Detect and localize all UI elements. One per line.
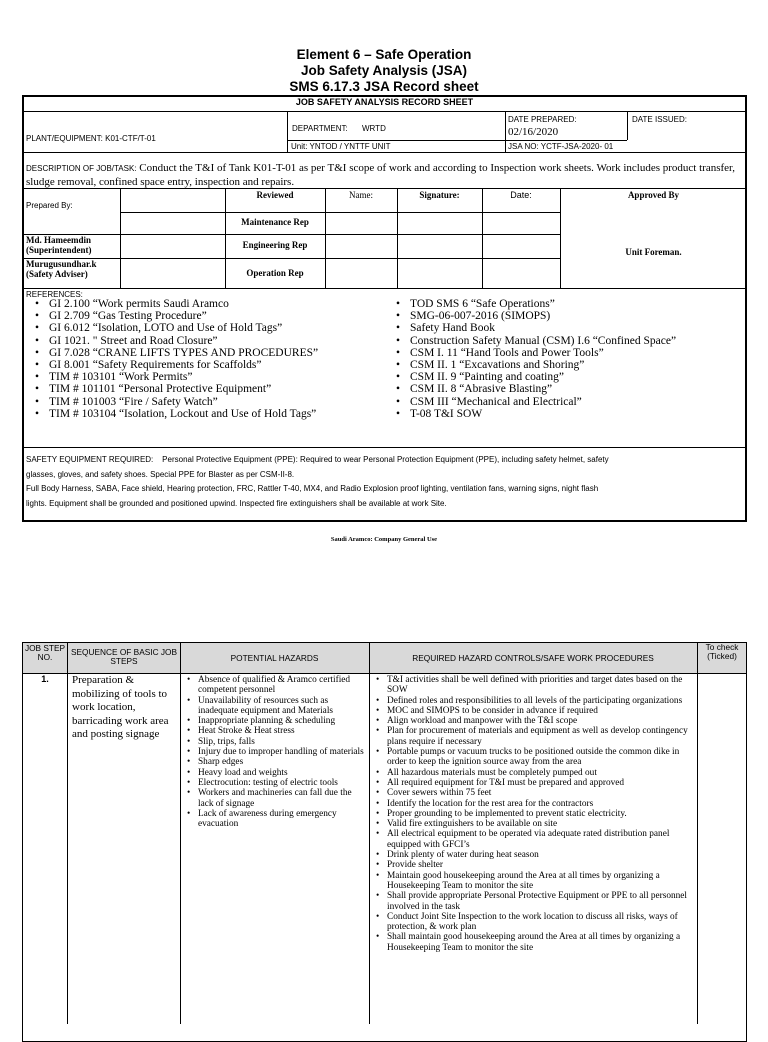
reference-item: • CSM III “Mechanical and Electrical” bbox=[392, 396, 676, 408]
reference-item: • GI 2.709 “Gas Testing Procedure” bbox=[31, 310, 318, 322]
reference-item: • Construction Safety Manual (CSM) I.6 “Confined Space” bbox=[392, 335, 676, 347]
reference-item: • TIM # 103101 “Work Permits” bbox=[31, 371, 318, 383]
approver-name: Unit Foreman. bbox=[625, 247, 682, 257]
divider bbox=[325, 188, 326, 288]
control-item: • T&I activities shall be well defined with priorities and target dates based on the SOW bbox=[373, 675, 695, 696]
divider bbox=[67, 642, 68, 1024]
header-line-1: Element 6 – Safe Operation bbox=[296, 47, 472, 62]
hazard-item: • Sharp edges bbox=[184, 757, 367, 767]
sheet-title: JOB SAFETY ANALYSIS RECORD SHEET bbox=[295, 97, 474, 107]
reference-item: • CSM II. 1 “Excavations and Shoring” bbox=[392, 359, 676, 371]
controls-list bbox=[373, 675, 695, 953]
check-cell bbox=[698, 674, 746, 1024]
reference-item: • TIM # 103104 “Isolation, Lockout and Use of Hold Tags” bbox=[31, 408, 318, 420]
control-item: • Plan for procurement of materials and equipment as well as develop contingency plans require if necessary bbox=[373, 726, 695, 747]
divider bbox=[482, 188, 483, 288]
divider bbox=[22, 234, 560, 235]
date-prepared-value: 02/16/2020 bbox=[508, 126, 559, 138]
reference-item: • CSM II. 9 “Painting and coating” bbox=[392, 371, 676, 383]
header-line-3: SMS 6.17.3 JSA Record sheet bbox=[289, 79, 479, 94]
divider bbox=[22, 288, 747, 289]
control-item: • Valid fire extinguishers to be available on site bbox=[373, 819, 695, 829]
divider bbox=[560, 188, 561, 288]
control-item: • All electrical equipment to be operated via adequate rated distribution panel equipped with GFCI’s bbox=[373, 829, 695, 850]
hazard-item: • Inappropriate planning & scheduling bbox=[184, 716, 367, 726]
hazard-item: • Unavailability of resources such as inadequate equipment and Materials bbox=[184, 696, 367, 717]
hazard-item: • Heat Stroke & Heat stress bbox=[184, 726, 367, 736]
reference-item: • SMG-06-007-2016 (SIMOPS) bbox=[392, 310, 676, 322]
description-label: DESCRIPTION OF JOB/TASK: bbox=[26, 164, 137, 173]
reference-item: • TIM # 101003 “Fire / Safety Watch” bbox=[31, 396, 318, 408]
divider bbox=[180, 642, 181, 1024]
control-item: • Cover sewers within 75 feet bbox=[373, 788, 695, 798]
hazard-item: • Injury due to improper handling of materials bbox=[184, 747, 367, 757]
hazard-item: • Electrocution: testing of electric tools bbox=[184, 778, 367, 788]
control-item: • Align workload and manpower with the T&I scope bbox=[373, 716, 695, 726]
divider bbox=[120, 188, 121, 288]
step-description: Preparation & mobilizing of tools to work location, barricading work area and posting signage bbox=[72, 674, 169, 740]
maintenance-rep: Maintenance Rep bbox=[241, 217, 309, 227]
hazard-item: • Lack of awareness during emergency evacuation bbox=[184, 809, 367, 830]
divider bbox=[369, 642, 370, 1024]
reference-item: • GI 1021. " Street and Road Closure” bbox=[31, 335, 318, 347]
name-header: Name: bbox=[349, 190, 373, 200]
control-item: • Identify the location for the rest area for the contractors bbox=[373, 799, 695, 809]
step-number: 1. bbox=[41, 674, 49, 684]
signature-header: Signature: bbox=[419, 190, 460, 200]
unit-label: Unit: YNTOD / YNTTF UNIT bbox=[291, 142, 391, 151]
date-prepared-label: DATE PREPARED: bbox=[508, 115, 577, 124]
hazard-item: • Slip, trips, falls bbox=[184, 737, 367, 747]
safety-equipment-line: Full Body Harness, SABA, Face shield, Hearing protection, FRC, Rattler T-40, MX4, and Radio Explosion proof lighting, ventilation fans, warning signs, night flash bbox=[26, 484, 599, 493]
hazard-item: • Absence of qualified & Aramco certified competent personnel bbox=[184, 675, 367, 696]
control-item: • Conduct Joint Site Inspection to the work location to discuss all risks, ways of protection, & work plan bbox=[373, 912, 695, 933]
control-item: • Portable pumps or vacuum trucks to be positioned outside the common dike in order to keep the ignition source away from the area bbox=[373, 747, 695, 768]
divider bbox=[505, 111, 506, 152]
divider bbox=[22, 111, 747, 112]
divider bbox=[22, 447, 747, 448]
department-label: DEPARTMENT: bbox=[292, 124, 348, 133]
divider bbox=[397, 188, 398, 288]
safety-equipment-line: SAFETY EQUIPMENT REQUIRED: Personal Protective Equipment (PPE): Required to wear Personal Protection Equipment (PPE), including safety helmet, safety bbox=[26, 455, 609, 464]
hazard-item: • Workers and machineries can fall due the lack of signage bbox=[184, 788, 367, 809]
control-item: • All hazardous materials must be completely pumped out bbox=[373, 768, 695, 778]
reference-item: • GI 2.100 “Work permits Saudi Aramco bbox=[31, 298, 318, 310]
plant-equipment: PLANT/EQUIPMENT: K01-CTF/T-01 bbox=[26, 134, 156, 143]
jsa-number: JSA NO: YCTF-JSA-2020- 01 bbox=[508, 142, 614, 151]
header-line-2: Job Safety Analysis (JSA) bbox=[300, 63, 468, 78]
control-item: • Provide shelter bbox=[373, 860, 695, 870]
safety-equipment-line: glasses, gloves, and safety shoes. Special PPE for Blaster as per CSM-II-8. bbox=[26, 469, 295, 479]
reference-item: • CSM II. 8 “Abrasive Blasting” bbox=[392, 383, 676, 395]
col-header-step-no: JOB STEP NO. bbox=[24, 643, 66, 662]
divider bbox=[505, 140, 627, 141]
references-left-list bbox=[31, 298, 318, 420]
superintendent-name: Md. Hameemdin (Superintendent) bbox=[26, 235, 92, 255]
divider bbox=[120, 212, 560, 213]
divider bbox=[287, 140, 505, 141]
safety-equipment-label: SAFETY EQUIPMENT REQUIRED: bbox=[26, 455, 154, 464]
approved-by-header: Approved By bbox=[627, 190, 680, 200]
control-item: • Defined roles and responsibilities to all levels of the participating organizations bbox=[373, 696, 695, 706]
engineering-rep: Engineering Rep bbox=[242, 240, 308, 250]
divider bbox=[287, 111, 288, 152]
divider bbox=[22, 152, 747, 153]
operation-rep: Operation Rep bbox=[246, 268, 304, 278]
prepared-by-label: Prepared By: bbox=[26, 201, 73, 210]
hazards-list bbox=[184, 675, 367, 829]
safety-adviser-name: Murugusundhar.k (Safety Adviser) bbox=[26, 259, 97, 279]
reference-item: • CSM I. 11 “Hand Tools and Power Tools” bbox=[392, 347, 676, 359]
control-item: • MOC and SIMOPS to be consider in advance if required bbox=[373, 706, 695, 716]
hazard-item: • Heavy load and weights bbox=[184, 768, 367, 778]
description-text: Conduct the T&I of Tank K01-T-01 as per T&I scope of work and according to Inspection work sheets. Work includes product transfer, sludge removal, confined space entry, inspection and repairs. bbox=[26, 162, 736, 188]
col-header-controls: REQUIRED HAZARD CONTROLS/SAFE WORK PROCEDURES bbox=[412, 653, 654, 663]
safety-equipment-line: lights. Equipment shall be grounded and positioned upwind. Inspected fire extinguishers shall be available at work Site. bbox=[26, 498, 447, 508]
reference-item: • GI 8.001 “Safety Requirements for Scaffolds” bbox=[31, 359, 318, 371]
classification-footer: Saudi Aramco: Company General Use bbox=[330, 536, 438, 543]
reference-item: • TIM # 101101 “Personal Protective Equipment” bbox=[31, 383, 318, 395]
divider bbox=[627, 111, 628, 140]
job-description bbox=[26, 162, 738, 188]
col-header-sequence: SEQUENCE OF BASIC JOB STEPS bbox=[70, 647, 178, 666]
date-header: Date: bbox=[510, 190, 532, 200]
reference-item: • T-08 T&I SOW bbox=[392, 408, 676, 420]
reference-item: • TOD SMS 6 “Safe Operations” bbox=[392, 298, 676, 310]
control-item: • All required equipment for T&I must be prepared and approved bbox=[373, 778, 695, 788]
references-label: REFERENCES: bbox=[26, 290, 83, 299]
department-value: WRTD bbox=[362, 124, 386, 133]
reference-item: • GI 6.012 “Isolation, LOTO and Use of Hold Tags” bbox=[31, 322, 318, 334]
control-item: • Proper grounding to be implemented to prevent static electricity. bbox=[373, 809, 695, 819]
divider bbox=[22, 188, 747, 189]
safety-equipment bbox=[26, 453, 744, 511]
control-item: • Shall maintain good housekeeping around the Area at all times by organizing a Housekeeping Team to monitor the site bbox=[373, 932, 695, 953]
reference-item: • GI 7.028 “CRANE LIFTS TYPES AND PROCEDURES” bbox=[31, 347, 318, 359]
col-header-hazards: POTENTIAL HAZARDS bbox=[230, 653, 319, 663]
divider bbox=[22, 258, 560, 259]
reviewed-header: Reviewed bbox=[256, 190, 294, 200]
date-issued-label: DATE ISSUED: bbox=[632, 115, 687, 124]
references-right-list bbox=[392, 298, 676, 420]
control-item: • Maintain good housekeeping around the Area at all times by organizing a Housekeeping Team to monitor the site bbox=[373, 871, 695, 892]
col-header-check: To check (Ticked) bbox=[705, 642, 739, 661]
control-item: • Shall provide appropriate Personal Protective Equipment or PPE to all personnel involved in the task bbox=[373, 891, 695, 912]
reference-item: • Safety Hand Book bbox=[392, 322, 676, 334]
control-item: • Drink plenty of water during heat season bbox=[373, 850, 695, 860]
